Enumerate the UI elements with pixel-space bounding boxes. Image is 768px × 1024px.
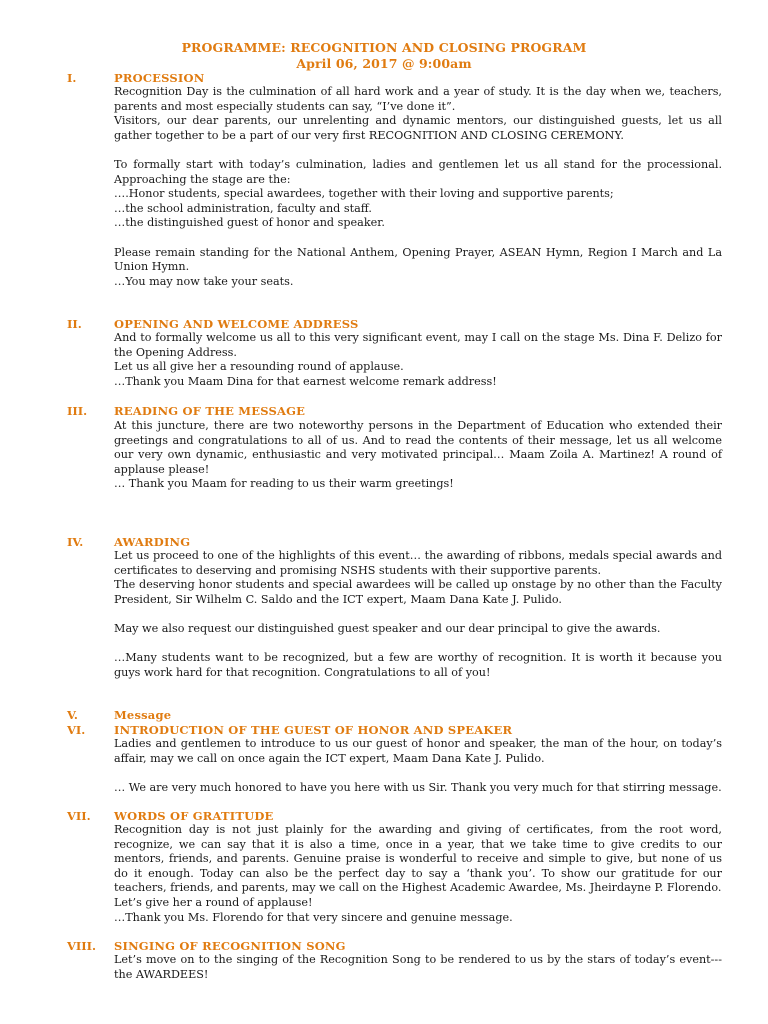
paragraph: Let us proceed to one of the highlights of this event… the awarding of ribbons, medals special awards and certificates to deserving and promising NSHS students with their supportive parents.	[114, 549, 722, 577]
section-heading-reading: READING OF THE MESSAGE	[114, 404, 306, 418]
document-date: April 06, 2017 @ 9:00am	[296, 56, 472, 71]
section-body-introduction	[114, 737, 722, 795]
paragraph: …Many students want to be recognized, but a few are worthy of recognition. It is worth it because you guys work hard for that recognition. Congratulations to all of you!	[114, 651, 722, 679]
section-body-opening	[114, 331, 722, 389]
paragraph: To formally start with today’s culmination, ladies and gentlemen let us all stand for the processional. Approaching the stage are the:	[114, 157, 722, 186]
paragraph: At this juncture, there are two noteworthy persons in the Department of Education who extended their greetings and congratulations to all of us. And to read the contents of their message, let us all welcome our very own dynamic, enthusiastic and very motivated principal… Maam Zoila A. Martinez! A round of applause please!	[114, 419, 722, 476]
paragraph: ….Honor students, special awardees, together with their loving and supportive parents;	[114, 187, 614, 201]
paragraph: Recognition day is not just plainly for the awarding and giving of certificates, from the root word, recognize, we can say that it is also a time, once in a year, that we take time to give credits to our mentors, friends, and parents. Genuine praise is wonderful to receive and simple to give, but none of us do it enough. Today can also be the perfect day to say a ‘thank you’. To show our gratitude for our teachers, friends, and parents, may we call on the Highest Academic Awardee, Ms. Jheirdayne P. Florendo.	[114, 823, 722, 895]
paragraph: Visitors, our dear parents, our unrelenting and dynamic mentors, our distinguished guests, let us all gather together to be a part of our very first RECOGNITION AND CLOSING CEREMONY.	[114, 114, 722, 142]
paragraph: …the school administration, faculty and staff.	[114, 201, 372, 215]
section-heading-gratitude: WORDS OF GRATITUDE	[114, 809, 274, 823]
section-body-singing	[114, 953, 722, 982]
paragraph: …Thank you Ms. Florendo for that very sincere and genuine message.	[114, 910, 513, 924]
paragraph: Recognition Day is the culmination of all hard work and a year of study. It is the day when we, teachers, parents and most especially students can say, “I’ve done it”.	[114, 85, 722, 113]
section-heading-singing: SINGING OF RECOGNITION SONG	[114, 939, 346, 953]
section-numeral: V.	[67, 708, 78, 722]
document-title: PROGRAMME: RECOGNITION AND CLOSING PROGRAM	[181, 40, 587, 55]
paragraph: …You may now take your seats.	[114, 274, 294, 288]
section-numeral: III.	[67, 404, 88, 418]
paragraph: Let us all give her a resounding round of applause.	[114, 360, 404, 374]
paragraph: Let’s move on to the singing of the Recognition Song to be rendered to us by the stars of today’s event--- the AWARDEES!	[114, 953, 722, 981]
paragraph: … Thank you Maam for reading to us their warm greetings!	[114, 477, 454, 491]
paragraph: Let’s give her a round of applause!	[114, 895, 313, 909]
paragraph: The deserving honor students and special awardees will be called up onstage by no other than the Faculty President, Sir Wilhelm C. Saldo and the ICT expert, Maam Dana Kate J. Pulido.	[114, 578, 722, 606]
section-numeral: IV.	[67, 535, 84, 549]
paragraph: Please remain standing for the National Anthem, Opening Prayer, ASEAN Hymn, Region I March and La Union Hymn.	[114, 245, 722, 274]
paragraph: And to formally welcome us all to this very significant event, may I call on the stage Ms. Dina F. Delizo for the Opening Address.	[114, 331, 722, 359]
paragraph: …Thank you Maam Dina for that earnest welcome remark address!	[114, 374, 497, 388]
section-numeral: VIII.	[67, 939, 97, 953]
paragraph: …the distinguished guest of honor and speaker.	[114, 216, 385, 230]
section-numeral: I.	[67, 71, 77, 85]
section-numeral: II.	[67, 317, 82, 331]
section-body-procession	[114, 85, 722, 289]
paragraph: May we also request our distinguished guest speaker and our dear principal to give the awards.	[114, 621, 661, 635]
section-heading-procession: PROCESSION	[114, 71, 205, 85]
paragraph: Ladies and gentlemen to introduce to us our guest of honor and speaker, the man of the hour, on today’s affair, may we call on once again the ICT expert, Maam Dana Kate J. Pulido.	[114, 737, 722, 765]
section-heading-message: Message	[114, 708, 172, 722]
section-numeral: VII.	[67, 809, 91, 823]
section-body-reading	[114, 419, 722, 492]
paragraph: … We are very much honored to have you here with us Sir. Thank you very much for that stirring message.	[114, 780, 722, 794]
section-body-awarding	[114, 549, 722, 680]
section-heading-opening: OPENING AND WELCOME ADDRESS	[114, 317, 359, 331]
section-heading-introduction: INTRODUCTION OF THE GUEST OF HONOR AND SPEAKER	[114, 723, 513, 737]
section-body-gratitude	[114, 823, 722, 925]
section-numeral: VI.	[67, 723, 86, 737]
section-heading-awarding: AWARDING	[114, 535, 191, 549]
